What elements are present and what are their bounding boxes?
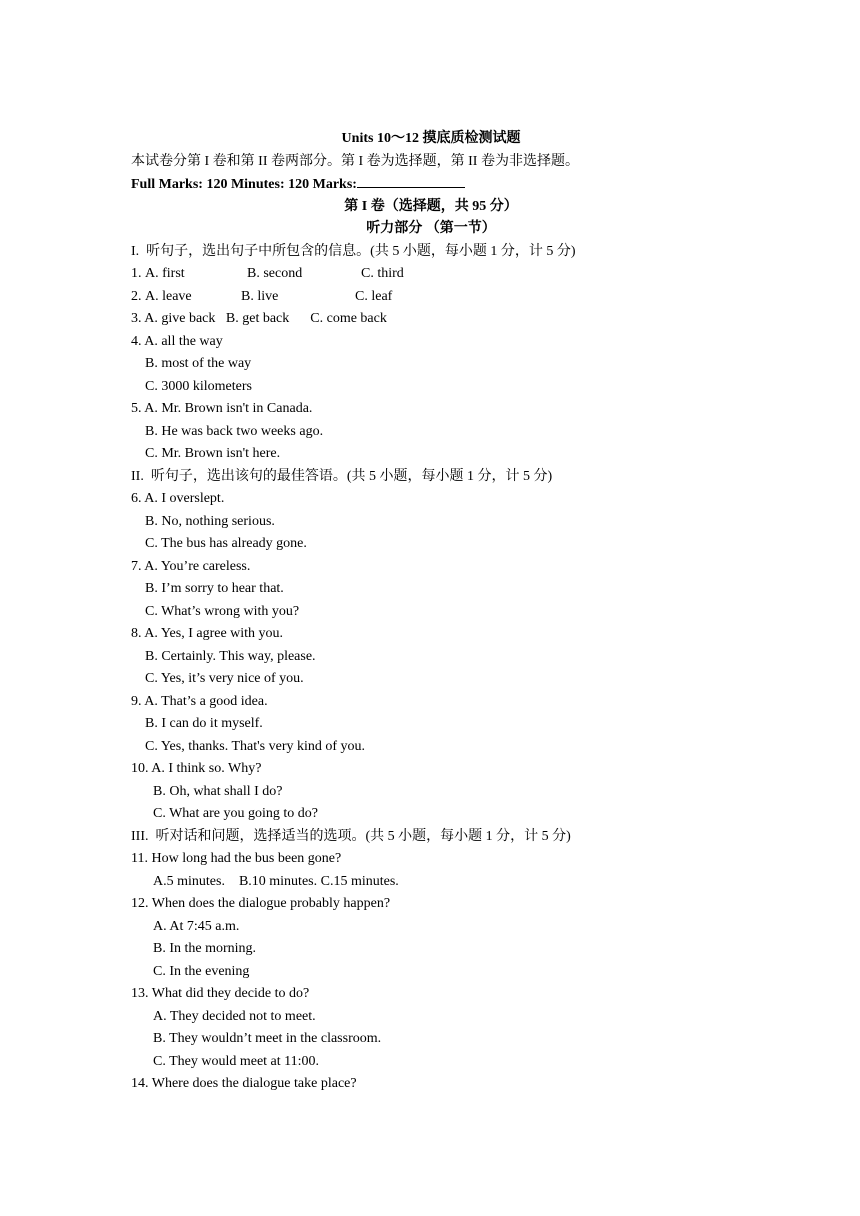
question-14: 14. Where does the dialogue take place? [131,1076,357,1091]
question-4-option-b: B. most of the way [145,356,252,371]
option-b: B. live [241,288,279,304]
question-12: 12. When does the dialogue probably happen? [131,896,391,911]
question-12-option-a: A. At 7:45 a.m. [153,918,240,934]
option-c: C. leaf [355,288,393,304]
option-a: A. first [145,266,185,281]
question-number: 2. [131,288,142,304]
question-7: 7. A. You’re careless. [131,558,251,574]
question-11: 11. How long had the bus been gone? [131,851,342,866]
option-b: B. second [247,266,303,281]
question-5-option-c: C. Mr. Brown isn't here. [145,446,281,461]
question-7-option-c: C. What’s wrong with you? [145,603,300,619]
exam-title: Units 10～12 摸底质检测试题 [341,131,521,146]
question-10: 10. A. I think so. Why? [131,761,262,776]
option-b: B. get back [225,311,290,326]
marks-line [131,173,731,196]
question-4-option-c: C. 3000 kilometers [145,378,252,394]
marks-blank [357,173,465,188]
option-c: C. third [361,266,404,281]
exam-intro: 本试卷分第 I 卷和第 II 卷两部分。第 I 卷为选择题，第 II 卷为非选择题。 [131,153,579,169]
question-6-option-c: C. The bus has already gone. [145,536,307,551]
question-number: 1. [131,266,142,281]
question-8-option-b: B. Certainly. This way, please. [145,648,316,664]
question-9: 9. A. That’s a good idea. [131,693,268,709]
question-1 [131,263,731,286]
question-12-option-c: C. In the evening [153,963,250,979]
question-12-option-b: B. In the morning. [153,941,257,956]
question-2 [131,286,731,309]
part1-instruction: I. 听句子，选出句子中所包含的信息。(共 5 小题，每小题 1 分，计 5 分) [131,243,576,259]
question-9-option-c: C. Yes, thanks. That's very kind of you. [145,738,366,754]
question-10-option-c: C. What are you going to do? [153,806,318,821]
question-7-option-b: B. I’m sorry to hear that. [145,581,284,596]
question-10-option-b: B. Oh, what shall I do? [153,783,283,799]
question-13-option-c: C. They would meet at 11:00. [153,1053,320,1069]
question-6-option-b: B. No, nothing serious. [145,513,275,529]
volume-title: 第 I 卷（选择题，共 95 分） [344,198,518,214]
marks-label: Full Marks: 120 Minutes: 120 Marks: [131,177,357,192]
question-13-option-b: B. They wouldn’t meet in the classroom. [153,1031,382,1046]
question-11-options: A.5 minutes. B.10 minutes. C.15 minutes. [153,873,399,889]
question-8: 8. A. Yes, I agree with you. [131,626,284,641]
question-9-option-b: B. I can do it myself. [145,716,263,731]
question-5: 5. A. Mr. Brown isn't in Canada. [131,401,313,416]
question-8-option-c: C. Yes, it’s very nice of you. [145,671,304,686]
question-5-option-b: B. He was back two weeks ago. [145,423,324,439]
question-13: 13. What did they decide to do? [131,986,310,1001]
section-title: 听力部分 （第一节） [366,221,496,236]
option-a: A. leave [145,288,192,304]
question-number: 3. [131,311,142,326]
part3-instruction: III. 听对话和问题，选择适当的选项。(共 5 小题，每小题 1 分，计 5 分) [131,828,571,844]
question-13-option-a: A. They decided not to meet. [153,1008,316,1024]
question-3 [131,308,731,331]
exam-page [131,128,731,1096]
option-c: C. come back [310,311,387,326]
part2-instruction: II. 听句子，选出该句的最佳答语。(共 5 小题，每小题 1 分，计 5 分) [131,468,553,484]
question-6: 6. A. I overslept. [131,491,225,506]
option-a: A. give back [144,311,216,326]
question-4: 4. A. all the way [131,333,223,349]
